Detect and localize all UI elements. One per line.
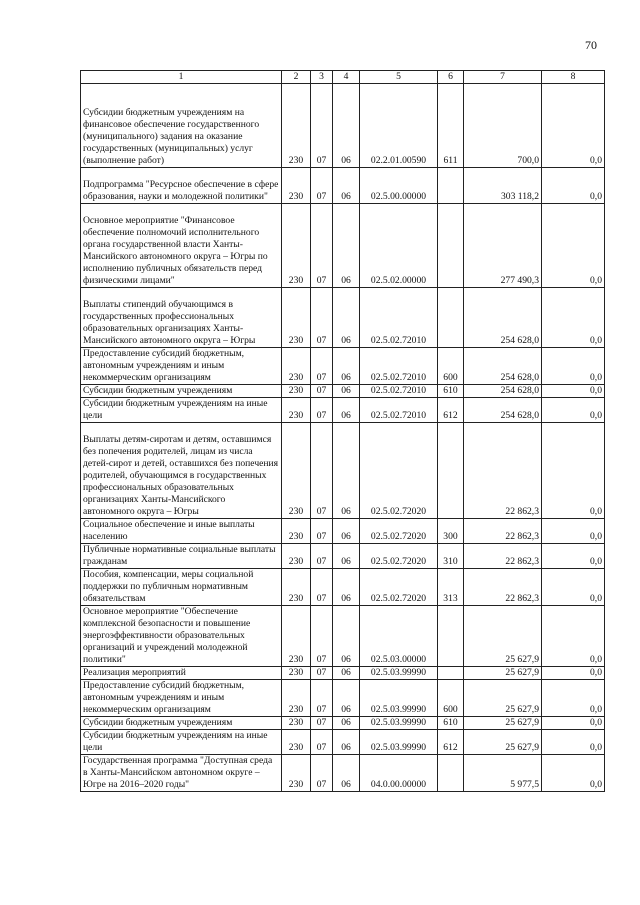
row-name: Социальное обеспечение и иные выплаты населению [81, 519, 282, 544]
row-amount: 254 628,0 [464, 398, 542, 423]
row-admin-code: 230 [282, 569, 311, 606]
table-row [81, 84, 605, 168]
row-expense-type: 612 [438, 398, 464, 423]
row-section: 07 [311, 348, 333, 385]
row-target-code: 02.5.02.72010 [360, 348, 438, 385]
row-target-code: 02.5.03.99990 [360, 717, 438, 730]
row-expense-type: 600 [438, 680, 464, 717]
row-amount-2: 0,0 [542, 680, 605, 717]
row-admin-code: 230 [282, 84, 311, 168]
row-amount: 254 628,0 [464, 348, 542, 385]
row-expense-type [438, 606, 464, 667]
table-row [81, 755, 605, 792]
row-section: 07 [311, 717, 333, 730]
row-admin-code: 230 [282, 680, 311, 717]
row-amount-2: 0,0 [542, 168, 605, 204]
row-section: 07 [311, 288, 333, 348]
row-section: 07 [311, 168, 333, 204]
row-admin-code: 230 [282, 168, 311, 204]
row-amount: 22 862,3 [464, 423, 542, 519]
table-row [81, 519, 605, 544]
row-name: Пособия, компенсации, меры социальной поддержки по публичным нормативным обязательствам [81, 569, 282, 606]
row-amount-2: 0,0 [542, 717, 605, 730]
row-amount: 22 862,3 [464, 519, 542, 544]
row-expense-type [438, 288, 464, 348]
row-expense-type: 610 [438, 717, 464, 730]
row-amount: 25 627,9 [464, 717, 542, 730]
row-subsection: 06 [333, 717, 360, 730]
row-name: Субсидии бюджетным учреждениям на иные цели [81, 730, 282, 755]
row-section: 07 [311, 667, 333, 680]
row-admin-code: 230 [282, 288, 311, 348]
row-target-code: 02.5.00.00000 [360, 168, 438, 204]
table-row [81, 204, 605, 288]
row-expense-type [438, 204, 464, 288]
row-expense-type [438, 168, 464, 204]
table-row [81, 398, 605, 423]
row-name: Выплаты стипендий обучающимся в государственных профессиональных образовательных организациях Ханты-Мансийского автономного округа – Югры [81, 288, 282, 348]
column-header: 3 [311, 71, 333, 84]
row-section: 07 [311, 385, 333, 398]
row-subsection: 06 [333, 544, 360, 569]
table-row [81, 423, 605, 519]
column-header: 1 [81, 71, 282, 84]
table-row [81, 667, 605, 680]
table-body [81, 84, 605, 792]
row-amount-2: 0,0 [542, 755, 605, 792]
row-name: Основное мероприятие "Финансовое обеспечение полномочий исполнительного органа государственной власти Ханты-Мансийского автономного округа – Югры по исполнению публичных обязательств перед физическими лицами" [81, 204, 282, 288]
row-subsection: 06 [333, 423, 360, 519]
row-amount: 5 977,5 [464, 755, 542, 792]
row-subsection: 06 [333, 519, 360, 544]
row-amount: 254 628,0 [464, 385, 542, 398]
row-expense-type [438, 423, 464, 519]
row-expense-type: 610 [438, 385, 464, 398]
row-target-code: 02.5.02.72020 [360, 423, 438, 519]
row-subsection: 06 [333, 667, 360, 680]
table-header-row [81, 71, 605, 84]
row-amount-2: 0,0 [542, 519, 605, 544]
row-target-code: 02.5.02.72010 [360, 288, 438, 348]
row-subsection: 06 [333, 606, 360, 667]
row-section: 07 [311, 204, 333, 288]
row-amount: 22 862,3 [464, 544, 542, 569]
row-amount-2: 0,0 [542, 423, 605, 519]
budget-table [80, 70, 605, 792]
column-header: 2 [282, 71, 311, 84]
row-amount: 25 627,9 [464, 606, 542, 667]
row-name: Выплаты детям-сиротам и детям, оставшимся без попечения родителей, лицам из числа детей-сирот и детей, оставшихся без попечения родителей, обучающимся в государственных профессиональных образовательных организациях Ханты-Мансийского автономного округа – Югры [81, 423, 282, 519]
row-amount-2: 0,0 [542, 288, 605, 348]
row-target-code: 04.0.00.00000 [360, 755, 438, 792]
row-target-code: 02.5.03.99990 [360, 680, 438, 717]
page-number: 70 [585, 38, 597, 52]
row-target-code: 02.2.01.00590 [360, 84, 438, 168]
row-admin-code: 230 [282, 667, 311, 680]
row-target-code: 02.5.03.00000 [360, 606, 438, 667]
row-section: 07 [311, 680, 333, 717]
row-amount: 700,0 [464, 84, 542, 168]
row-admin-code: 230 [282, 730, 311, 755]
row-target-code: 02.5.02.72010 [360, 398, 438, 423]
row-expense-type [438, 755, 464, 792]
row-amount-2: 0,0 [542, 385, 605, 398]
row-target-code: 02.5.02.72010 [360, 385, 438, 398]
row-admin-code: 230 [282, 348, 311, 385]
row-section: 07 [311, 544, 333, 569]
row-amount: 277 490,3 [464, 204, 542, 288]
row-expense-type: 310 [438, 544, 464, 569]
row-expense-type: 300 [438, 519, 464, 544]
row-subsection: 06 [333, 204, 360, 288]
row-expense-type: 600 [438, 348, 464, 385]
table-row [81, 730, 605, 755]
row-name: Реализация мероприятий [81, 667, 282, 680]
row-target-code: 02.5.03.99990 [360, 730, 438, 755]
table-row [81, 385, 605, 398]
column-header: 7 [464, 71, 542, 84]
row-amount: 22 862,3 [464, 569, 542, 606]
table-row [81, 680, 605, 717]
table-row [81, 717, 605, 730]
row-name: Основное мероприятие "Обеспечение комплексной безопасности и повышение энергоэффективности образовательных организаций и учреждений молодежной политики" [81, 606, 282, 667]
row-name: Предоставление субсидий бюджетным, автономным учреждениям и иным некоммерческим организациям [81, 348, 282, 385]
row-subsection: 06 [333, 730, 360, 755]
row-subsection: 06 [333, 348, 360, 385]
row-subsection: 06 [333, 385, 360, 398]
row-subsection: 06 [333, 84, 360, 168]
table-row [81, 544, 605, 569]
row-amount-2: 0,0 [542, 84, 605, 168]
row-section: 07 [311, 569, 333, 606]
row-subsection: 06 [333, 755, 360, 792]
row-amount-2: 0,0 [542, 544, 605, 569]
row-admin-code: 230 [282, 385, 311, 398]
row-amount-2: 0,0 [542, 204, 605, 288]
row-admin-code: 230 [282, 519, 311, 544]
row-target-code: 02.5.02.72020 [360, 519, 438, 544]
row-section: 07 [311, 398, 333, 423]
row-name: Предоставление субсидий бюджетным, автономным учреждениям и иным некоммерческим организациям [81, 680, 282, 717]
table-row [81, 569, 605, 606]
row-subsection: 06 [333, 288, 360, 348]
table-row [81, 348, 605, 385]
row-admin-code: 230 [282, 398, 311, 423]
row-subsection: 06 [333, 569, 360, 606]
row-section: 07 [311, 423, 333, 519]
row-amount-2: 0,0 [542, 606, 605, 667]
column-header: 4 [333, 71, 360, 84]
row-section: 07 [311, 606, 333, 667]
row-section: 07 [311, 730, 333, 755]
table-row [81, 288, 605, 348]
row-amount-2: 0,0 [542, 667, 605, 680]
table-row [81, 606, 605, 667]
row-admin-code: 230 [282, 544, 311, 569]
row-target-code: 02.5.02.72020 [360, 544, 438, 569]
row-target-code: 02.5.02.72020 [360, 569, 438, 606]
row-admin-code: 230 [282, 423, 311, 519]
row-name: Субсидии бюджетным учреждениям [81, 717, 282, 730]
column-header: 5 [360, 71, 438, 84]
row-admin-code: 230 [282, 717, 311, 730]
row-admin-code: 230 [282, 755, 311, 792]
row-name: Публичные нормативные социальные выплаты гражданам [81, 544, 282, 569]
column-header: 6 [438, 71, 464, 84]
row-target-code: 02.5.02.00000 [360, 204, 438, 288]
row-amount: 254 628,0 [464, 288, 542, 348]
row-expense-type: 611 [438, 84, 464, 168]
row-name: Субсидии бюджетным учреждениям [81, 385, 282, 398]
row-section: 07 [311, 84, 333, 168]
row-section: 07 [311, 755, 333, 792]
row-amount-2: 0,0 [542, 569, 605, 606]
row-expense-type: 612 [438, 730, 464, 755]
row-name: Подпрограмма "Ресурсное обеспечение в сфере образования, науки и молодежной политики" [81, 168, 282, 204]
row-amount: 25 627,9 [464, 730, 542, 755]
row-amount-2: 0,0 [542, 730, 605, 755]
row-name: Субсидии бюджетным учреждениям на иные цели [81, 398, 282, 423]
row-name: Государственная программа "Доступная среда в Ханты-Мансийском автономном округе – Югре на 2016–2020 годы" [81, 755, 282, 792]
row-amount: 25 627,9 [464, 680, 542, 717]
column-header: 8 [542, 71, 605, 84]
row-amount: 25 627,9 [464, 667, 542, 680]
row-subsection: 06 [333, 168, 360, 204]
row-expense-type: 313 [438, 569, 464, 606]
row-admin-code: 230 [282, 204, 311, 288]
row-subsection: 06 [333, 398, 360, 423]
row-section: 07 [311, 519, 333, 544]
row-target-code: 02.5.03.99990 [360, 667, 438, 680]
row-admin-code: 230 [282, 606, 311, 667]
row-subsection: 06 [333, 680, 360, 717]
table-row [81, 168, 605, 204]
row-amount-2: 0,0 [542, 348, 605, 385]
row-amount-2: 0,0 [542, 398, 605, 423]
row-amount: 303 118,2 [464, 168, 542, 204]
row-expense-type [438, 667, 464, 680]
row-name: Субсидии бюджетным учреждениям на финансовое обеспечение государственного (муниципального) задания на оказание государственных (муниципальных) услуг (выполнение работ) [81, 84, 282, 168]
